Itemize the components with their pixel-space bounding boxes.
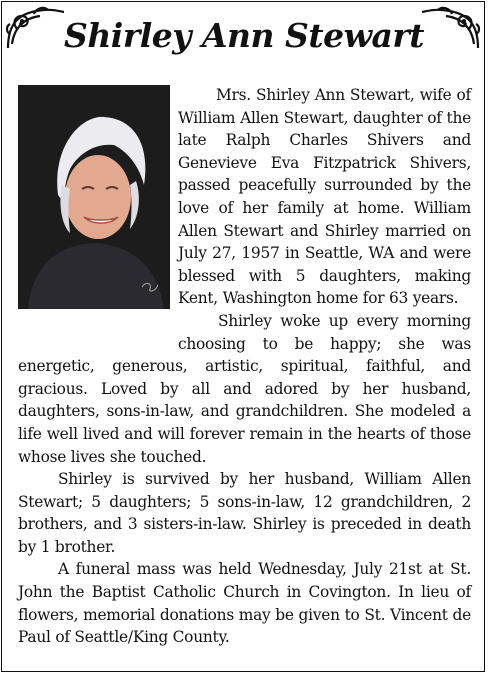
photo-spacer bbox=[18, 84, 178, 334]
obituary-title: Shirley Ann Stewart bbox=[63, 16, 424, 55]
obituary-frame bbox=[1, 1, 485, 672]
obituary-body bbox=[18, 84, 471, 649]
paragraph-3: Shirley is survived by her husband, William Allen Stewart; 5 daughters; 5 sons-in-law, 12 grandchildren, 2 brothers, and 3 sisters-in-law. Shirley is preceded in death by 1 brother. bbox=[18, 470, 471, 556]
paragraph-1: Mrs. Shirley Ann Stewart, wife of William Allen Stewart, daughter of the late Ralph Charles Shivers and Genevieve Eva Fitzpatrick Shivers, passed peacefully surrounded by the love of her family at home. William Allen Stewart and Shirley married on July 27, 1957 in Seattle, WA and were blessed with 5 daughters, making Kent, Washington home for 63 years. bbox=[178, 86, 471, 308]
paragraph-2: Shirley woke up every morning choosing to be happy; she was energetic, generous, artistic, spiritual, faithful, and gracious. Loved by all and adored by her husband, daughters, sons-in-law, and grandchildren. She modeled a life well lived and will forever remain in the hearts of those whose lives she touched. bbox=[18, 311, 471, 466]
paragraph-4: A funeral mass was held Wednesday, July 21st at St. John the Baptist Catholic Church in Covington. In lieu of flowers, memorial donations may be given to St. Vincent de Paul of Seattle/King County. bbox=[18, 560, 471, 647]
